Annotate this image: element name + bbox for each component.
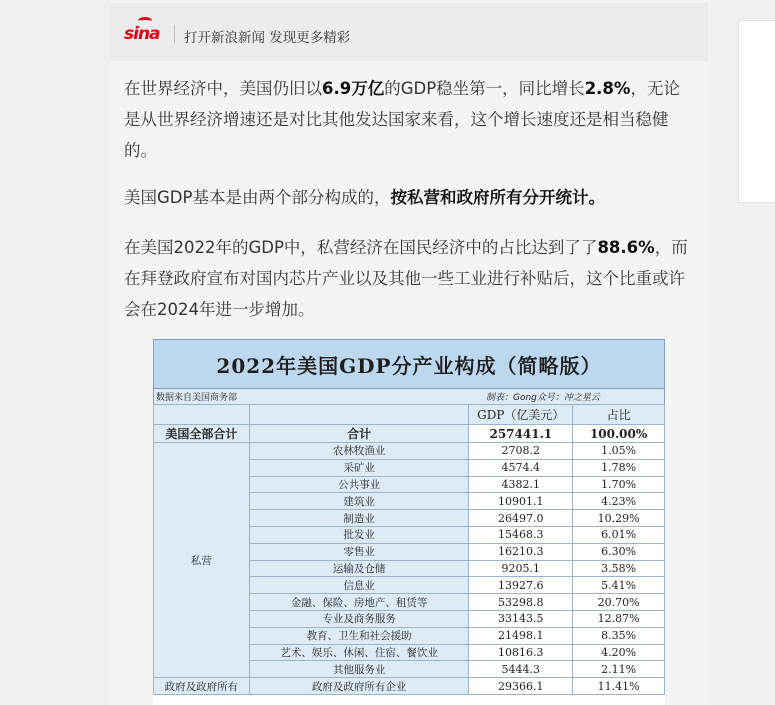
cell-share: 10.29% (573, 510, 665, 527)
table-title: 2022年美国GDP分产业构成（简略版） (153, 339, 665, 389)
cell-gdp: 9205.1 (469, 560, 573, 577)
cell-name: 批发业 (249, 526, 469, 543)
col-gdp-header: GDP（亿美元） (469, 405, 573, 425)
side-panel (738, 20, 775, 203)
cell-share: 6.30% (573, 543, 665, 560)
cell-share: 12.87% (573, 610, 665, 627)
cell-share: 3.58% (573, 560, 665, 577)
total-share: 100.00% (573, 425, 665, 443)
cell-share: 5.41% (573, 577, 665, 594)
cell-gdp: 15468.3 (469, 526, 573, 543)
cell-gdp: 10901.1 (469, 493, 573, 510)
gov-name: 政府及政府所有企业 (249, 678, 469, 695)
cell-gdp: 33143.5 (469, 610, 573, 627)
cell-share: 20.70% (573, 594, 665, 611)
gdp-table (153, 404, 665, 695)
cell-name: 艺术、娱乐、休闲、住宿、餐饮业 (249, 644, 469, 661)
cell-share: 2.11% (573, 661, 665, 678)
cell-name: 建筑业 (249, 493, 469, 510)
table-source: 数据来自美国商务部 (156, 393, 238, 403)
table-header-row (154, 405, 665, 425)
cell-name: 教育、卫生和社会援助 (249, 627, 469, 644)
cell-name: 专业及商务服务 (249, 610, 469, 627)
cell-share: 8.35% (573, 627, 665, 644)
cell-gdp: 4574.4 (469, 459, 573, 476)
cell-gdp: 13927.6 (469, 577, 573, 594)
table-row (154, 443, 665, 460)
cell-gdp: 16210.3 (469, 543, 573, 560)
cell-name: 公共事业 (249, 476, 469, 493)
banner-slogan[interactable]: 打开新浪新闻 发现更多精彩 (184, 30, 351, 46)
cell-share: 1.05% (573, 443, 665, 460)
cell-name: 农林牧渔业 (249, 443, 469, 460)
cell-name: 零售业 (249, 543, 469, 560)
cell-name: 其他服务业 (249, 661, 469, 678)
cell-gdp: 26497.0 (469, 510, 573, 527)
cell-name: 金融、保险、房地产、租赁等 (249, 594, 469, 611)
cell-share: 4.23% (573, 493, 665, 510)
article-page (110, 0, 710, 705)
total-group: 美国全部合计 (154, 425, 250, 443)
table-credit: 制表：Gong众号：冲之星云 (486, 393, 600, 403)
private-group-label: 私营 (154, 443, 250, 678)
paragraph-2: 美国GDP基本是由两个部分构成的，按私营和政府所有分开统计。 (124, 188, 605, 207)
cell-gdp: 10816.3 (469, 644, 573, 661)
paragraph-1: 在世界经济中，美国仍旧以6.9万亿的GDP稳坐第一，同比增长2.8%，无论是从世界经济增速还是对比其他发达国家来看，这个增长速度还是相当稳健的。 (124, 79, 680, 160)
gov-group: 政府及政府所有 (154, 678, 250, 695)
cell-gdp: 2708.2 (469, 443, 573, 460)
cell-gdp: 53298.8 (469, 594, 573, 611)
total-gdp: 257441.1 (469, 425, 573, 443)
table-gov-row (154, 678, 665, 695)
cell-gdp: 21498.1 (469, 627, 573, 644)
cell-gdp: 4382.1 (469, 476, 573, 493)
app-banner[interactable] (110, 3, 708, 61)
cell-share: 6.01% (573, 526, 665, 543)
cell-share: 1.78% (573, 459, 665, 476)
col-share-header: 占比 (573, 405, 665, 425)
cell-share: 4.20% (573, 644, 665, 661)
divider (174, 25, 175, 43)
sina-logo[interactable] (124, 17, 164, 49)
cell-name: 采矿业 (249, 459, 469, 476)
cell-name: 运输及仓储 (249, 560, 469, 577)
gov-share: 11.41% (573, 678, 665, 695)
total-name: 合计 (249, 425, 469, 443)
gdp-table-image[interactable] (153, 339, 665, 705)
cell-name: 制造业 (249, 510, 469, 527)
table-source-row (153, 389, 665, 404)
table-total-row (154, 425, 665, 443)
gov-gdp: 29366.1 (469, 678, 573, 695)
cell-share: 1.70% (573, 476, 665, 493)
cell-gdp: 5444.3 (469, 661, 573, 678)
cell-name: 信息业 (249, 577, 469, 594)
paragraph-3: 在美国2022年的GDP中，私营经济在国民经济中的占比达到了了88.6%，而在拜登政府宣布对国内芯片产业以及其他一些工业进行补贴后，这个比重或许会在2024年进一步增加。 (124, 238, 688, 319)
sina-logo-text: sina (124, 24, 160, 44)
